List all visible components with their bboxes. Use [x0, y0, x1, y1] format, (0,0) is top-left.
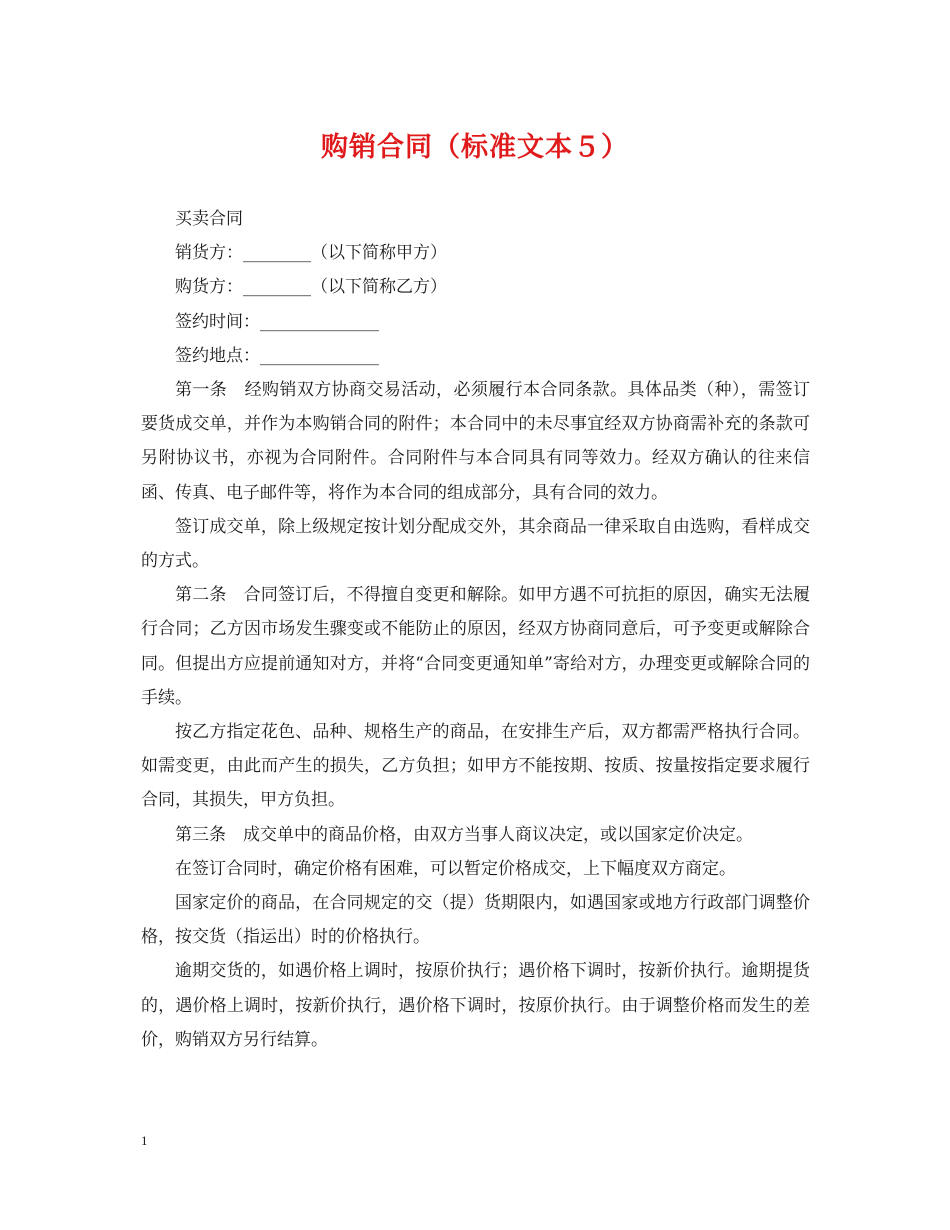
paragraph-article-1: 第一条 经购销双方协商交易活动，必须履行本合同条款。具体品类（种），需签订要货成交单，并作为本购销合同的附件；本合同中的未尽事宜经双方协商需补充的条款可另附协议书，亦视为合同附件。合同附件与本合同具有同等效力。经双方确认的往来信函、传真、电子邮件等，将作为本合同的组成部分，具有合同的效力。 [141, 380, 810, 503]
paragraph-article-1-b: 签订成交单，除上级规定按计划分配成交外，其余商品一律采取自由选购，看样成交的方式。 [141, 516, 810, 572]
paragraph-article-3-b: 在签订合同时，确定价格有困难，可以暂定价格成交，上下幅度双方商定。 [175, 858, 736, 879]
paragraph-sign-time: 签约时间：______________ [175, 311, 379, 332]
paragraph-seller: 销货方：________（以下简称甲方） [175, 243, 447, 264]
page-number: 1 [141, 1133, 148, 1148]
document-body [141, 202, 810, 1057]
paragraph-article-3: 第三条 成交单中的商品价格，由双方当事人商议决定，或以国家定价决定。 [175, 824, 753, 845]
document-title: 购销合同（标准文本５） [321, 132, 629, 163]
paragraph-article-2: 第二条 合同签订后，不得擅自变更和解除。如甲方遇不可抗拒的原因，确实无法履行合同；乙方因市场发生骤变或不能防止的原因，经双方协商同意后，可予变更或解除合同。但提出方应提前通知对方，并将“合同变更通知单”寄给对方，办理变更或解除合同的手续。 [141, 585, 810, 708]
paragraph-sign-place: 签约地点：______________ [175, 345, 379, 366]
paragraph-article-3-d: 逾期交货的，如遇价格上调时，按原价执行；遇价格下调时，按新价执行。逾期提货的，遇价格上调时，按新价执行，遇价格下调时，按原价执行。由于调整价格而发生的差价，购销双方另行结算。 [141, 961, 810, 1050]
paragraph-contract-type: 买卖合同 [175, 209, 243, 229]
paragraph-article-3-c: 国家定价的商品，在合同规定的交（提）货期限内，如遇国家或地方行政部门调整价格，按交货（指运出）时的价格执行。 [141, 893, 810, 948]
paragraph-buyer: 购货方：________（以下简称乙方） [175, 277, 447, 298]
paragraph-article-2-b: 按乙方指定花色、品种、规格生产的商品，在安排生产后，双方都需严格执行合同。如需变更，由此而产生的损失，乙方负担；如甲方不能按期、按质、按量按指定要求履行合同，其损失，甲方负担。 [141, 722, 810, 811]
